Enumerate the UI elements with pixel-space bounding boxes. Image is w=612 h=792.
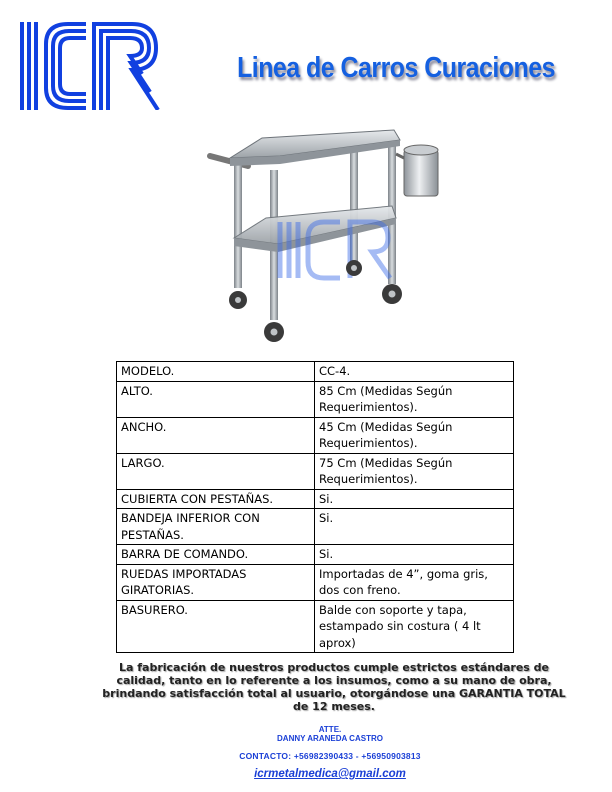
spec-table — [116, 361, 514, 653]
stainless-steel-trolley-cart-icon — [200, 118, 440, 350]
spec-label: ANCHO. — [117, 417, 315, 453]
spec-row-cubierta — [117, 489, 514, 509]
spec-value: 75 Cm (Medidas Según Requerimientos). — [315, 453, 514, 489]
page-title: Linea de Carros Curaciones — [237, 52, 555, 84]
spec-value: CC-4. — [315, 362, 514, 382]
quality-statement: La fabricación de nuestros productos cumple estrictos estándares de calidad, tanto en lo referente a los insumos, como a su mano de obra, brindando satisfacción total al usuario, otorgándose una GARANTIA TOTAL de 12 meses. — [102, 661, 566, 713]
spec-value: Importadas de 4”, goma gris, dos con freno. — [315, 564, 514, 600]
spec-value: 85 Cm (Medidas Según Requerimientos). — [315, 381, 514, 417]
contact-phones: CONTACTO: +56982390433 - +56950903813 — [239, 751, 421, 761]
spec-value: Si. — [315, 489, 514, 509]
spec-value: Balde con soporte y tapa, estampado sin costura ( 4 lt aprox) — [315, 600, 514, 653]
spec-label: BARRA DE COMANDO. — [117, 545, 315, 565]
spec-row-alto — [117, 381, 514, 417]
spec-label: BANDEJA INFERIOR CON PESTAÑAS. — [117, 509, 315, 545]
contact-name: DANNY ARANEDA CASTRO — [277, 734, 383, 743]
signature-block — [200, 725, 460, 743]
email-link[interactable]: icrmetalmedica@gmail.com — [254, 768, 406, 780]
spec-value: 45 Cm (Medidas Según Requerimientos). — [315, 417, 514, 453]
spec-label: LARGO. — [117, 453, 315, 489]
spec-label: MODELO. — [117, 362, 315, 382]
spec-value: Si. — [315, 545, 514, 565]
spec-label: CUBIERTA CON PESTAÑAS. — [117, 489, 315, 509]
spec-label: BASURERO. — [117, 600, 315, 653]
spec-row-ancho — [117, 417, 514, 453]
spec-row-basurero — [117, 600, 514, 653]
spec-value: Si. — [315, 509, 514, 545]
spec-row-bandeja — [117, 509, 514, 545]
spec-row-ruedas — [117, 564, 514, 600]
spec-label: ALTO. — [117, 381, 315, 417]
atte-label: ATTE. — [318, 725, 342, 734]
spec-row-modelo — [117, 362, 514, 382]
spec-row-largo — [117, 453, 514, 489]
icr-logo — [20, 22, 162, 110]
spec-label: RUEDAS IMPORTADAS GIRATORIAS. — [117, 564, 315, 600]
spec-row-barra — [117, 545, 514, 565]
